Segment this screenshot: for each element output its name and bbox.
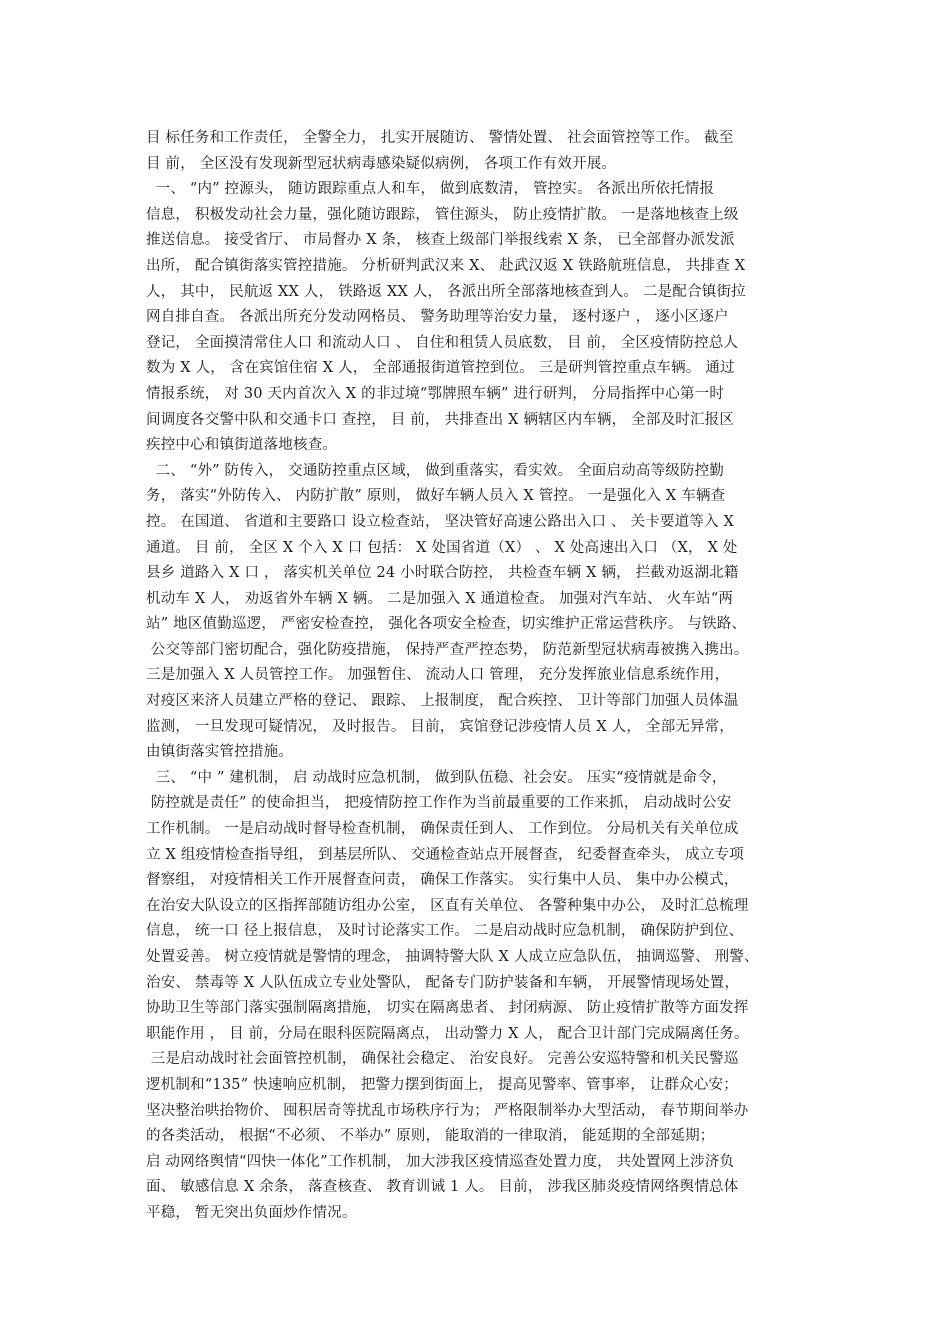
text-line: 的各类活动， 根据“不必须、 不举办” 原则， 能取消的一律取消， 能延期的全部延期； — [146, 1128, 715, 1145]
text-line: 网自排自查。 各派出所充分发动网格员、 警务助理等治安力量， 逐村逐户 ， 逐小区逐户 — [146, 309, 729, 326]
text-line: 治安、 禁毒等 X 人队伍成立专业处警队， 配备专门防护装备和车辆， 开展警情现场处置， — [146, 974, 740, 991]
text-line: 逻机制和“135” 快速响应机制， 把警力摆到街面上， 提高见警率、管事率， 让群众心安； — [146, 1076, 738, 1093]
text-line: 机动车 X 人， 劝返省外车辆 X 辆。 二是加强入 X 通道检查。 加强对汽车站、 火车站“两 — [146, 590, 734, 607]
text-line: 处置妥善。 树立疫情就是警情的理念， 抽调特警大队 X 人成立应急队伍， 抽调巡警、 刑警、 — [146, 949, 759, 965]
text-line: 坚决整治哄抬物价、 囤积居奇等扰乱市场秩序行为； 严格限制举办大型活动， 春节期间举办 — [146, 1102, 749, 1119]
text-line: 三是启动战时社会面管控机制， 确保社会稳定、 治安良好。 完善公安巡特警和机关民警巡 — [146, 1051, 739, 1068]
text-line: 目 标任务和工作责任， 全警全力， 扎实开展随访、 警情处置、 社会面管控等工作。 截至 — [146, 130, 734, 146]
text-line: 面、 敏感信息 X 余条， 落查核查、 教育训诫 1 人。 目前， 涉我区肺炎疫情网络舆情总体 — [146, 1179, 739, 1196]
text-line: 三是加强入 X 人员管控工作。 加强暂住、 流动人口 管理， 充分发挥旅业信息系统作用， — [146, 667, 730, 684]
text-line: 县乡 道路入 X 口 ， 落实机关单位 24 小时联合防控， 共检查车辆 X 辆， 拦截劝返湖北籍 — [146, 565, 739, 582]
text-line: 职能作用 ， 目 前，分局在眼科医院隔离点， 出动警力 X 人， 配合卫计部门完成隔离任务。 — [146, 1025, 749, 1042]
text-line: 疾控中心和镇街道落地核查。 — [146, 437, 338, 454]
text-line: 三、 “中 ” 建机制， 启 动战时应急机制， 做到队伍稳、社会安。 压实“疫情就是命令， — [146, 769, 727, 786]
text-line: 信息， 积极发动社会力量，强化随访跟踪， 管住源头， 防止疫情扩散。 一是落地核查上级 — [146, 206, 739, 223]
text-line: 站” 地区值勤巡逻， 严密安检查控， 强化各项安全检查，切实维护正常运营秩序。 与铁路、 — [146, 616, 747, 633]
text-line: 务， 落实“外防传入、 内防扩散” 原则， 做好车辆人员入 X 管控。 一是强化入 X 车辆查 — [146, 488, 726, 505]
text-line: 间调度各交警中队和交通卡口 查控， 目 前， 共排查出 X 辆辖区内车辆， 全部及时汇报区 — [146, 411, 735, 428]
text-line: 由镇街落实管控措施。 — [146, 744, 293, 761]
text-line: 数为 X 人， 含在宾馆住宿 X 人， 全部通报街道管控到位。 三是研判管控重点车辆。 通过 — [146, 360, 735, 377]
text-line: 协助卫生等部门落实强制隔离措施， 切实在隔离患者、 封闭病源、 防止疫情扩散等方面发挥 — [146, 1000, 749, 1017]
text-line: 公交等部门密切配合，强化防疫措施， 保持严查严控态势， 防范新型冠状病毒被携入携出。 — [146, 641, 749, 658]
text-line: 控。 在国道、 省道和主要路口 设立检查站， 坚决管好高速公路出入口 、 关卡要道等入 X — [146, 513, 735, 530]
text-line: 督察组， 对疫情相关工作开展督查问责， 确保工作落实。 实行集中人员、 集中办公模式， — [146, 872, 739, 889]
text-line: 人， 其中， 民航返 XX 人， 铁路返 XX 人， 各派出所全部落地核查到人。 二是配合镇街拉 — [146, 283, 746, 300]
text-line: 二、 “外” 防传入， 交通防控重点区域， 做到重落实，看实效。 全面启动高等级防控勤 — [146, 462, 725, 479]
text-line: 推送信息。 接受省厅、 市局督办 X 条， 核查上级部门举报线索 X 条， 已全部督办派发派 — [146, 232, 735, 249]
text-line: 启 动网络舆情“四快一体化”工作机制， 加大涉我区疫情巡查处置力度， 共处置网上涉济负 — [146, 1153, 735, 1170]
text-line: 信息， 统一口 径上报信息， 及时讨论落实工作。 二是启动战时应急机制， 确保防护到位、 — [146, 923, 744, 940]
text-line: 防控就是责任” 的使命担当， 把疫情防控工作作为当前最重要的工作来抓， 启动战时公安 — [146, 795, 732, 812]
text-line: 一、 “内” 控源头， 随访跟踪重点人和车， 做到底数清， 管控实。 各派出所依托情报 — [146, 181, 715, 198]
text-line: 目 前， 全区没有发现新型冠状病毒感染疑似病例， 各项工作有效开展。 — [146, 155, 617, 172]
text-line: 登记， 全面摸清常住人口 和流动人口 、 自住和租赁人员底数， 目 前， 全区疫情防控总人 — [146, 334, 739, 351]
text-line: 在治安大队设立的区指挥部随访组办公室， 区直有关单位、 各警种集中办公， 及时汇总梳理 — [146, 897, 749, 914]
text-line: 出所， 配合镇街落实管控措施。 分析研判武汉来 X、 赴武汉返 X 铁路航班信息， 共排查 X — [146, 257, 746, 274]
text-line: 情报系统， 对 30 天内首次入 X 的非过境“鄂牌照车辆” 进行研判， 分局指挥中心第一时 — [146, 385, 725, 402]
text-line: 工作机制。 一是启动战时督导检查机制， 确保责任到人、 工作到位。 分局机关有关单位成 — [146, 821, 739, 838]
text-line: 立 X 组疫情检查指导组， 到基层所队、 交通检查站点开展督查， 纪委督查牵头， 成立专项 — [146, 846, 744, 863]
text-line: 监测， 一旦发现可疑情况， 及时报告。 目前， 宾馆登记涉疫情人员 X 人， 全部无异常， — [146, 718, 735, 735]
text-line: 通道。 目 前， 全区 X 个入 X 口 包括： X 处国省道（X） 、 X 处高速出入口 （X， X 处 — [146, 539, 738, 556]
text-line: 对疫区来济人员建立严格的登记、 跟踪、 上报制度， 配合疾控、 卫计等部门加强人员体温 — [146, 693, 739, 710]
text-line: 平稳， 暂无突出负面炒作情况。 — [146, 1204, 357, 1221]
document-body — [146, 126, 822, 1227]
